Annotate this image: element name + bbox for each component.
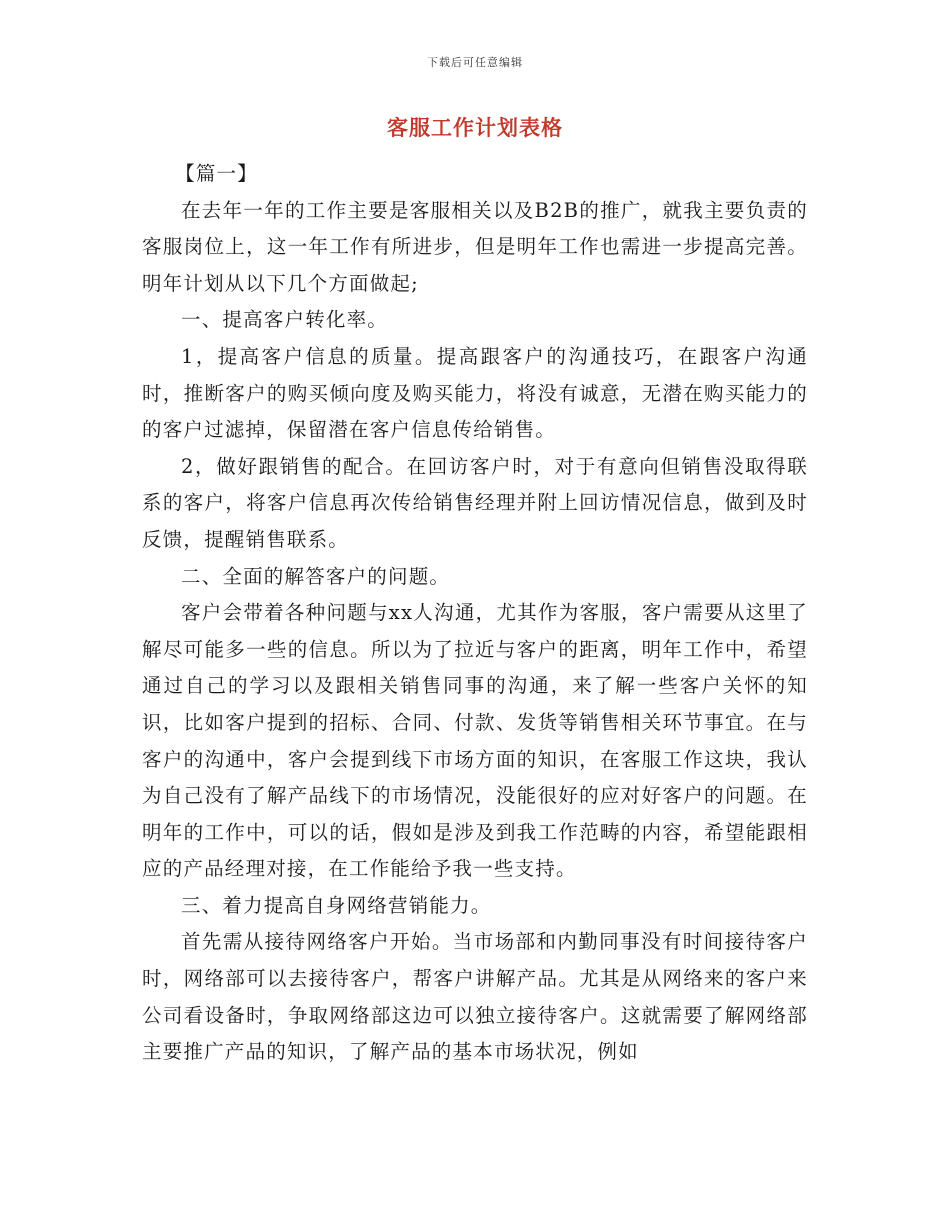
paragraph-section-3: 首先需从接待网络客户开始。当市场部和内勤同事没有时间接待客户时，网络部可以去接待客户，帮客户讲解产品。尤其是从网络来的客户来公司看设备时，争取网络部这边可以独立接待客户。这就需要了解网络部主要推广产品的知识，了解产品的基本市场状况，例如 xyxy=(142,930,808,1064)
page-header-note: 下载后可任意编辑 xyxy=(427,56,523,69)
heading-section-1: 一、提高客户转化率。 xyxy=(181,308,389,332)
paragraph-section-2: 客户会带着各种问题与xx人沟通，尤其作为客服，客户需要从这里了解尽可能多一些的信息。所以为了拉近与客户的距离，明年工作中，希望通过自己的学习以及跟相关销售同事的沟通，来了解一些客户关怀的知识，比如客户提到的招标、合同、付款、发货等销售相关环节事宜。在与客户的沟通中，客户会提到线下市场方面的知识，在客服工作这块，我认为自己没有了解产品线下的市场情况，没能很好的应对好客户的问题。在明年的工作中，可以的话，假如是涉及到我工作范畴的内容，希望能跟相应的产品经理对接，在工作能给予我一些支持。 xyxy=(142,601,808,881)
heading-section-2: 二、全面的解答客户的问题。 xyxy=(181,564,451,588)
paragraph-point-1: 1，提高客户信息的质量。提高跟客户的沟通技巧，在跟客户沟通时，推断客户的购买倾向度及购买能力，将没有诚意，无潜在购买能力的的客户过滤掉，保留潜在客户信息传给销售。 xyxy=(142,344,808,442)
paragraph-intro: 在去年一年的工作主要是客服相关以及B2B的推广，就我主要负责的客服岗位上，这一年工作有所进步，但是明年工作也需进一步提高完善。明年计划从以下几个方面做起; xyxy=(142,198,808,295)
document-body xyxy=(142,156,808,1071)
section-tag: 【篇一】 xyxy=(175,162,258,185)
paragraph-point-2: 2，做好跟销售的配合。在回访客户时，对于有意向但销售没取得联系的客户，将客户信息再次传给销售经理并附上回访情况信息，做到及时反馈，提醒销售联系。 xyxy=(142,454,808,551)
heading-section-3: 三、着力提高自身网络营销能力。 xyxy=(181,893,492,917)
document-title: 客服工作计划表格 xyxy=(387,115,563,140)
